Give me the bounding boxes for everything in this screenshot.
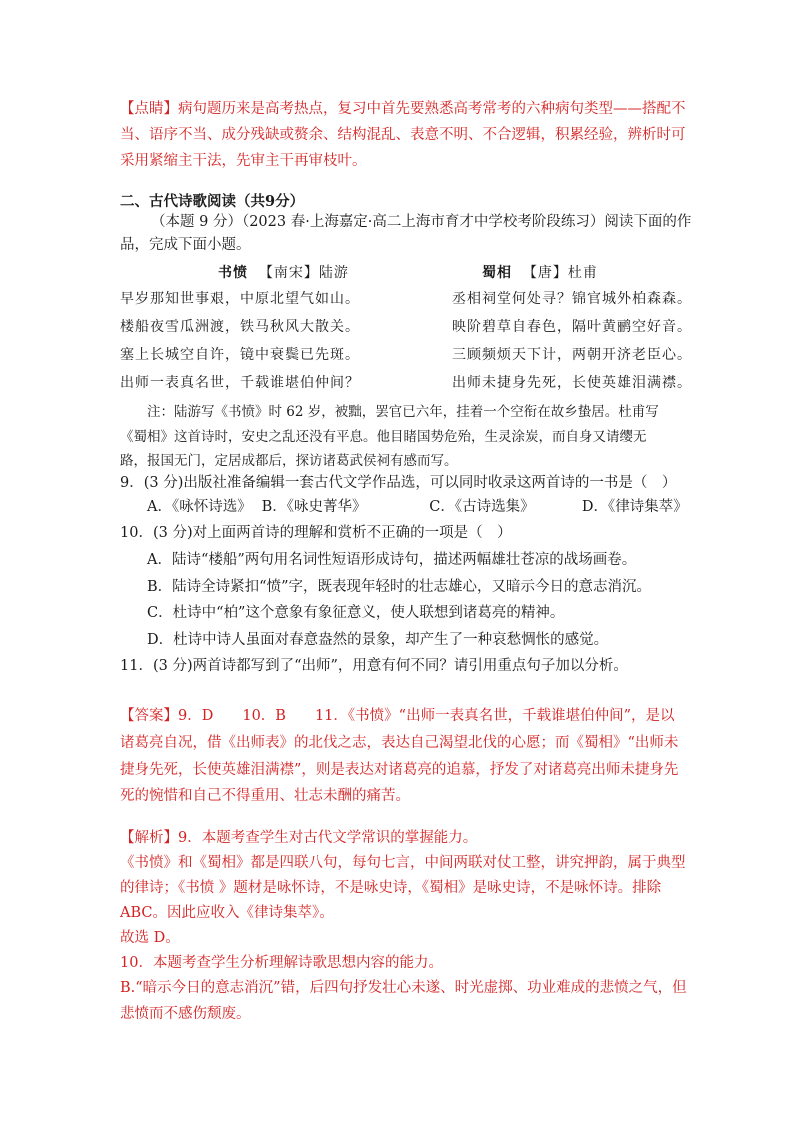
- answer-line: 诸葛亮自况，借《出师表》的北伐之志，表达自己渴望北伐的心愿；而《蜀相》“出师未: [120, 735, 679, 751]
- tip-line: 【点睛】病句题历来是高考热点，复习中首先要熟悉高考常考的六种病句类型——搭配不: [120, 101, 686, 117]
- analysis-line: 《书愤》和《蜀相》都是四联八句，每句七言，中间两联对仗工整，讲究押韵，属于典型: [120, 855, 686, 871]
- poem-line: 出师未捷身先死，长使英雄泪满襟。: [452, 375, 692, 391]
- poem-line: 楼船夜雪瓜洲渡，铁马秋风大散关。: [120, 319, 360, 335]
- analysis-line: 悲愤而不感伤颓废。: [120, 1006, 251, 1022]
- poem-left-heading: [218, 263, 349, 283]
- poem-line: 早岁那知世事艰，中原北望气如山。: [120, 291, 360, 307]
- section-intro: （本题 9 分）（2023 春·上海嘉定·高二上海市育才中学校考阶段练习）阅读下面的作: [151, 214, 692, 230]
- poem-right-author: 【唐】杜甫: [522, 265, 598, 281]
- option-a[interactable]: A．陆诗“楼船”两句用名词性短语形成诗句，描述两幅雄壮苍凉的战场画卷。: [147, 552, 637, 568]
- tip-line: 采用紧缩主干法，先审主干再审枝叶。: [120, 153, 367, 169]
- question-11-stem: 11．(3 分)两首诗都写到了“出师”，用意有何不同？请引用重点句子加以分析。: [120, 658, 628, 674]
- option-c[interactable]: C．杜诗中“柏”这个意象有象征意义，使人联想到诸葛亮的精神。: [147, 605, 565, 621]
- note-line: 《蜀相》这首诗时，安史之乱还没有平息。他目睹国势危殆，生灵涂炭，而自身又请缨无: [120, 429, 647, 445]
- analysis-line: 【解析】9．本题考查学生对古代文学常识的掌握能力。: [120, 830, 478, 846]
- poem-line: 映阶碧草自春色，隔叶黄鹂空好音。: [452, 319, 692, 335]
- analysis-line: 的律诗；《书愤 》题材是咏怀诗，不是咏史诗，《蜀相》是咏史诗，不是咏怀诗。排除: [120, 880, 662, 896]
- option-d[interactable]: D．《律诗集萃》: [581, 499, 688, 515]
- answer-line: 捷身先死，长使英雄泪满襟”，则是表达对诸葛亮的追慕，抒发了对诸葛亮出师未捷身先: [120, 762, 679, 778]
- section-title: 二、古代诗歌阅读（共9分）: [120, 193, 305, 210]
- poem-left-title: 书愤: [218, 265, 248, 281]
- option-d[interactable]: D．杜诗中诗人虽面对春意盎然的景象，却产生了一种哀愁惆怅的感觉。: [147, 632, 609, 648]
- answer-line: 【答案】9．D 10．B 11．《书愤》“出师一表真名世，千载谁堪伯仲间”，是以: [120, 708, 675, 724]
- poem-right-title: 蜀相: [482, 265, 512, 281]
- poem-line: 出师一表真名世，千载谁堪伯仲间？: [120, 375, 360, 391]
- analysis-line: 故选 D。: [120, 930, 180, 946]
- question-9-options: [147, 497, 688, 517]
- option-b[interactable]: B．《咏史菁华》: [261, 499, 367, 515]
- question-9-stem: 9．(3 分)出版社准备编辑一套古代文学作品选，可以同时收录这两首诗的一书是（ ）: [120, 475, 677, 491]
- poem-right-heading: [482, 263, 598, 283]
- option-c[interactable]: C．《古诗选集》: [429, 499, 535, 515]
- option-b[interactable]: B．陆诗全诗紧扣“愤”字，既表现年轻时的壮志雄心，又暗示今日的意志消沉。: [147, 579, 651, 595]
- poem-line: 丞相祠堂何处寻？锦官城外柏森森。: [452, 291, 692, 307]
- analysis-line: B.“暗示今日的意志消沉”错，后四句抒发壮心未遂、时光虚掷、功业难成的悲愤之气，但: [120, 980, 687, 996]
- option-a[interactable]: A．《咏怀诗选》: [147, 499, 252, 515]
- question-10-stem: 10．(3 分)对上面两首诗的理解和赏析不正确的一项是（ ）: [120, 525, 512, 541]
- note-line: 路，报国无门，定居成都后，探访诸葛武侯祠有感而写。: [120, 453, 458, 469]
- tip-line: 当、语序不当、成分残缺或赘余、结构混乱、表意不明、不合逻辑，积累经验，辨析时可: [120, 127, 686, 143]
- note-line: 注：陆游写《书愤》时 62 岁，被黜，罢官已六年，挂着一个空衔在故乡蛰居。杜甫写: [147, 404, 659, 420]
- poem-left-author: 【南宋】陆游: [258, 265, 349, 281]
- poem-line: 三顾频烦天下计，两朝开济老臣心。: [452, 347, 692, 363]
- section-intro: 品，完成下面小题。: [120, 237, 251, 253]
- poem-line: 塞上长城空自许，镜中衰鬓已先斑。: [120, 347, 360, 363]
- analysis-line: ABC。因此应收入《律诗集萃》。: [120, 905, 334, 921]
- answer-line: 死的惋惜和自己不得重用、壮志未酬的痛苦。: [120, 788, 410, 804]
- analysis-line: 10．本题考查学生分析理解诗歌思想内容的能力。: [120, 955, 443, 971]
